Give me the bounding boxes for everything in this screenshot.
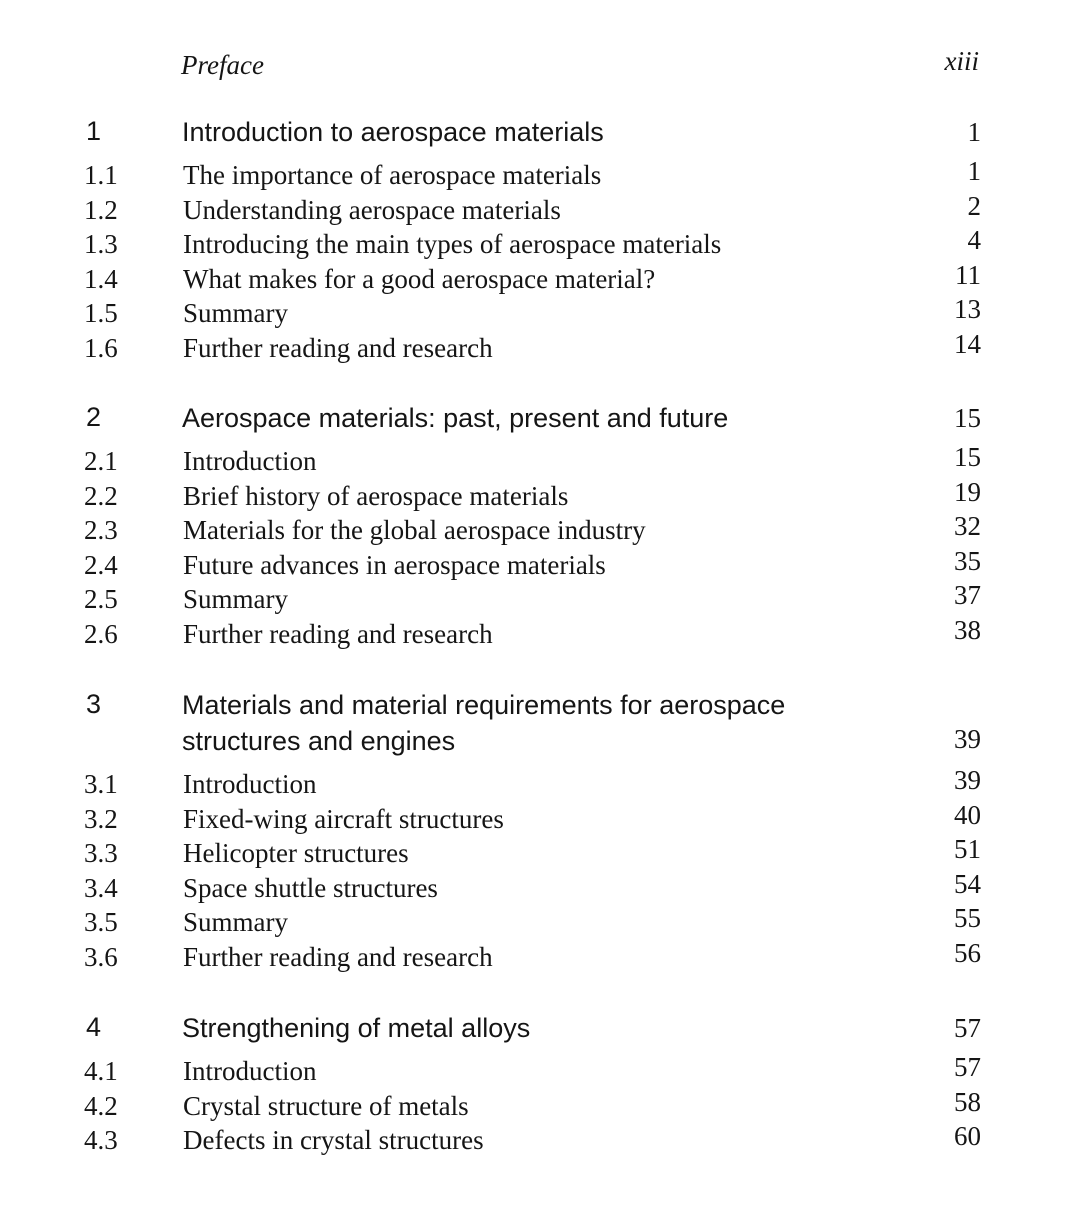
section-number: 2.6: [84, 618, 118, 649]
section-number: 3.2: [84, 803, 118, 834]
section-title: Introducing the main types of aerospace materials: [183, 229, 722, 260]
chapter-title: Materials and material requirements for aerospace structures and engines: [182, 690, 786, 756]
chapter-heading: [0, 1010, 1065, 1054]
section-title: Further reading and research: [183, 618, 493, 649]
section-row: [0, 1086, 1065, 1124]
section-page-number: 58: [954, 1086, 981, 1117]
section-title: Summary: [183, 907, 288, 938]
chapter-number: 1: [86, 116, 102, 146]
section-row: [0, 836, 1065, 871]
section-number: 3.5: [84, 907, 118, 938]
section-number: 3.1: [84, 769, 118, 799]
section-number: 2.3: [84, 515, 118, 546]
section-title: Further reading and research: [183, 941, 493, 972]
section-row: [0, 190, 1065, 228]
section-page-number: 14: [954, 328, 981, 359]
section-number: 4.2: [84, 1090, 118, 1121]
section-number: 1.5: [84, 298, 118, 329]
section-number: 3.3: [84, 838, 118, 869]
section-row: [0, 513, 1065, 548]
chapter-title: Aerospace materials: past, present and future: [182, 403, 729, 433]
section-row: [0, 296, 1065, 331]
chapter-2: [0, 400, 1065, 652]
section-page-number: 57: [954, 1052, 981, 1082]
section-title: Introduction: [183, 446, 317, 476]
section-number: 4.3: [84, 1125, 118, 1156]
section-number: 2.5: [84, 584, 118, 615]
chapter-title: Introduction to aerospace materials: [182, 117, 604, 147]
section-title: Introduction: [183, 769, 317, 799]
section-row: [0, 158, 1065, 193]
section-page-number: 40: [954, 799, 981, 830]
chapter-number: 3: [86, 689, 102, 719]
section-number: 2.2: [84, 480, 118, 511]
section-title: Further reading and research: [183, 332, 493, 363]
section-title: Future advances in aerospace materials: [183, 549, 606, 580]
section-page-number: 35: [954, 545, 981, 576]
section-row: [0, 614, 1065, 652]
section-title: Helicopter structures: [183, 838, 409, 869]
section-page-number: 15: [954, 442, 981, 472]
chapter-page-number: 15: [954, 403, 981, 433]
section-row: [0, 905, 1065, 940]
section-page-number: 4: [967, 225, 981, 256]
section-number: 2.1: [84, 446, 118, 476]
section-row: [0, 444, 1065, 479]
section-page-number: 55: [954, 903, 981, 934]
section-title: Summary: [183, 298, 288, 329]
section-title: Brief history of aerospace materials: [183, 480, 569, 511]
chapter-page-number: 1: [967, 117, 981, 147]
section-number: 4.1: [84, 1056, 118, 1086]
section-row: [0, 1123, 1065, 1158]
section-title: Summary: [183, 584, 288, 615]
section-number: 1.2: [84, 194, 118, 225]
section-row: [0, 582, 1065, 617]
section-row: [0, 937, 1065, 975]
chapter-number: 2: [86, 402, 102, 432]
section-row: [0, 328, 1065, 366]
section-row: [0, 799, 1065, 837]
section-title: Understanding aerospace materials: [183, 194, 561, 225]
section-title: Crystal structure of metals: [183, 1090, 469, 1121]
section-number: 1.4: [84, 263, 118, 294]
section-row: [0, 1054, 1065, 1089]
section-number: 3.4: [84, 872, 118, 903]
section-page-number: 39: [954, 765, 981, 795]
section-page-number: 32: [954, 511, 981, 542]
chapter-heading: [0, 400, 1065, 444]
section-number: 1.3: [84, 229, 118, 260]
section-number: 1.1: [84, 160, 118, 190]
chapter-3: [0, 687, 1065, 975]
section-row: [0, 227, 1065, 262]
section-title: Defects in crystal structures: [183, 1125, 484, 1156]
chapter-page-number: 57: [954, 1013, 981, 1043]
section-page-number: 38: [954, 614, 981, 645]
section-row: [0, 868, 1065, 906]
preface-page-number: xiii: [944, 46, 979, 76]
section-row: [0, 545, 1065, 583]
section-title: Materials for the global aerospace industry: [183, 515, 646, 546]
section-page-number: 56: [954, 937, 981, 968]
section-title: Space shuttle structures: [183, 872, 438, 903]
section-number: 1.6: [84, 332, 118, 363]
section-number: 3.6: [84, 941, 118, 972]
section-page-number: 60: [954, 1121, 981, 1152]
chapter-heading: [0, 687, 1065, 767]
section-title: Fixed-wing aircraft structures: [183, 803, 504, 834]
section-page-number: 13: [954, 294, 981, 325]
section-page-number: 19: [954, 476, 981, 507]
chapter-1: [0, 114, 1065, 366]
section-title: The importance of aerospace materials: [183, 160, 602, 190]
chapter-page-number: 39: [954, 724, 981, 754]
section-page-number: 1: [967, 156, 981, 186]
section-page-number: 37: [954, 580, 981, 611]
section-page-number: 51: [954, 834, 981, 865]
section-title: What makes for a good aerospace material?: [183, 263, 656, 294]
section-page-number: 54: [954, 868, 981, 899]
section-row: [0, 259, 1065, 297]
chapter-heading: [0, 114, 1065, 158]
chapter-4: [0, 1010, 1065, 1158]
chapter-number: 4: [86, 1012, 102, 1042]
section-page-number: 2: [967, 190, 981, 221]
section-row: [0, 476, 1065, 514]
section-page-number: 11: [955, 259, 981, 290]
chapter-title: Strengthening of metal alloys: [182, 1013, 531, 1043]
section-title: Introduction: [183, 1056, 317, 1086]
preface-title: Preface: [181, 50, 264, 80]
section-row: [0, 767, 1065, 802]
section-number: 2.4: [84, 549, 118, 580]
